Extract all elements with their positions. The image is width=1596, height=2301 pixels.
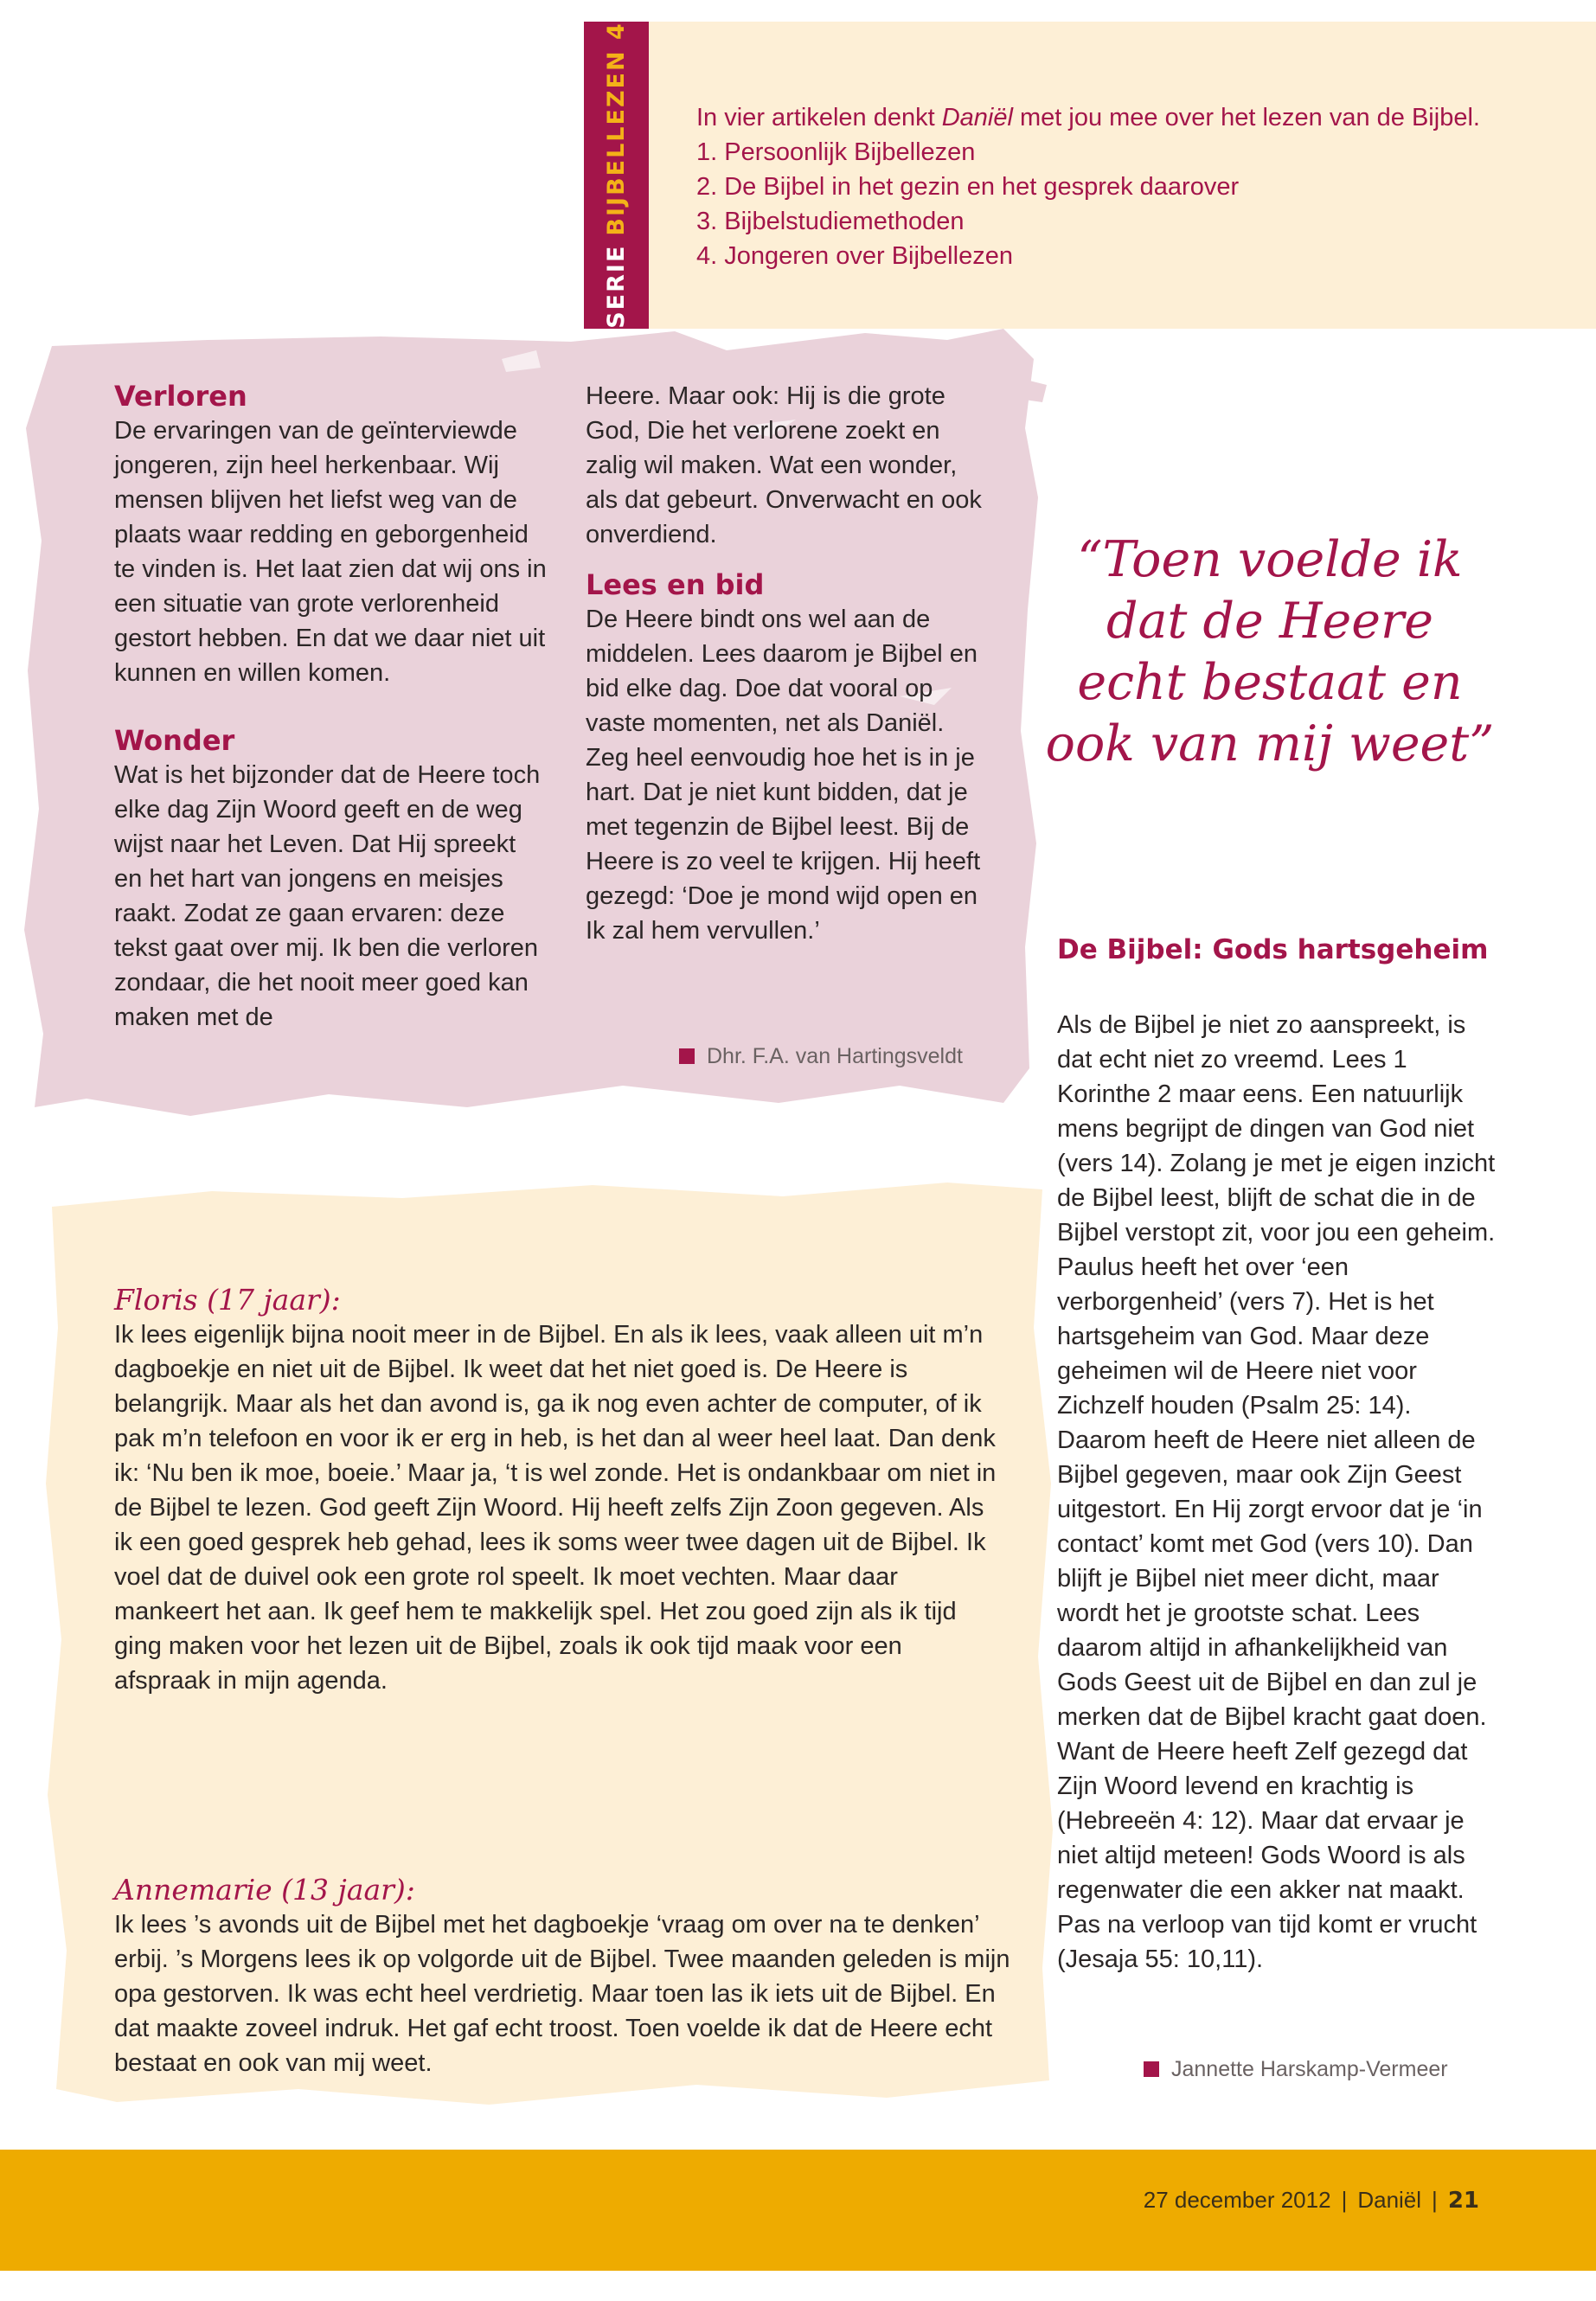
continued-text: Heere. Maar ook: Hij is die grote God, Die het verlorene zoekt en zalig wil maken. Wat een wonder, als dat gebeurt. Onverwacht en ook onverdiend.	[586, 382, 982, 548]
verloren-text: De ervaringen van de geïnterviewde jongeren, zijn heel herkenbaar. Wij mensen blijven het liefst weg van de plaats waar redding en geborgenheid te vinden is. Het laat zien dat wij ons in een situatie van grote verlorenheid gestort hebben. En dat we daar niet uit kunnen en willen komen.	[114, 417, 547, 687]
heading-lees-en-bid: Lees en bid	[586, 568, 765, 601]
page-number: 21	[1447, 2188, 1479, 2214]
series-item: 2. De Bijbel in het gezin en het gesprek daarover	[696, 173, 1240, 201]
interview-annemarie-name: Annemarie (13 jaar):	[114, 1873, 415, 1907]
byline-square-icon	[1144, 2061, 1159, 2077]
series-intro-magazine: Daniël	[941, 104, 1013, 131]
interview-floris-text: Ik lees eigenlijk bijna nooit meer in de Bijbel. En als ik lees, vaak alleen uit m’n dagboekje en niet uit de Bijbel. Ik weet dat het niet goed is. De Heere is belangrijk. Maar als het dan avond is, ga ik nog even achter de computer, of ik pak m’n telefoon en voor ik er erg in heb, is het dan al weer heel laat. Dan denk ik: ‘Nu ben ik moe, boeie.’ Maar ja, ‘t is wel zonde. Het is ondankbaar om niet in de Bijbel te lezen. God geeft Zijn Woord. Hij heeft zelfs Zijn Zoon gegeven. Als ik een goed gesprek heb gehad, lees ik soms weer twee dagen uit de Bijbel. Ik voel dat de duivel ook een grote rol speelt. Ik moet vechten. Maar daar mankeert het aan. Ik geef hem te makkelijk spel. Het zou goed zijn als ik tijd ging maken voor het lezen uit de Bijbel, zoals ik ook tijd maak voor een afspraak in mijn agenda.	[114, 1321, 997, 1695]
footer-separator: |	[1341, 2187, 1348, 2213]
series-label-plain: SERIE	[603, 244, 630, 329]
interview-floris-name: Floris (17 jaar):	[114, 1283, 341, 1317]
sidebar-text: Als de Bijbel je niet zo aanspreekt, is dat echt niet zo vreemd. Lees 1 Korinthe 2 maar eens. Een natuurlijk mens begrijpt de dingen van God niet (vers 14). Zolang je met je eigen inzicht de Bijbel leest, blijft de schat die in de Bijbel verstopt zit, voor jou een geheim. Paulus heeft het over ‘een verborgenheid’ (vers 7). Het is het hartsgeheim van God. Maar deze geheimen wil de Heere niet voor Zichzelf houden (Psalm 25: 14). Daarom heeft de Heere niet alleen de Bijbel gegeven, maar ook Zijn Geest uitgestort. En Hij zorgt ervoor dat je ‘in contact’ komt met God (vers 10). Dan blijft je Bijbel niet meer dicht, maar wordt het je grootste schat. Lees daarom altijd in afhankelijkheid van Gods Geest uit de Bijbel en dan zul je merken dat de Bijbel kracht gaat doen. Want de Heere heeft Zelf gezegd dat Zijn Woord levend en krachtig is (Hebreeën 4: 12). Maar dat ervaar je niet altijd meteen! Gods Woord is als regenwater die een akker nat maakt. Pas na verloop van tijd komt er vrucht (Jesaja 55: 10,11).	[1057, 1011, 1496, 1973]
series-item: 1. Persoonlijk Bijbellezen	[696, 138, 976, 166]
sidebar-byline	[1144, 2057, 1448, 2082]
article-column-1	[114, 379, 547, 1035]
series-item: 4. Jongeren over Bijbellezen	[696, 242, 1013, 270]
series-intro-before: In vier artikelen denkt	[696, 104, 942, 131]
series-intro	[696, 100, 1561, 273]
interview-annemarie-text: Ik lees ’s avonds uit de Bijbel met het dagboekje ‘vraag om over na te denken’ erbij. ’s Morgens lees ik op volgorde uit de Bijbel. Twee maanden geleden is mijn opa gestorven. Ik was echt heel verdrietig. Maar toen las ik iets uit de Bijbel. En dat maakte zoveel indruk. Het gaf echt troost. Toen voelde ik dat de Heere echt bestaat en ook van mij weet.	[114, 1911, 1010, 2077]
wonder-text: Wat is het bijzonder dat de Heere toch elke dag Zijn Woord geeft en de weg wijst naar het Leven. Dat Hij spreekt en het hart van jongens en meisjes raakt. Zodat ze gaan ervaren: deze tekst gaat over mij. Ik ben die verloren zondaar, die het nooit meer goed kan maken met de	[114, 761, 541, 1031]
lees-text: De Heere bindt ons wel aan de middelen. Lees daarom je Bijbel en bid elke dag. Doe dat vooral op vaste momenten, net als Daniël. Zeg heel eenvoudig hoe het is in je hart. Dat je niet kunt bidden, dat je met tegenzin de Bijbel leest. Bij de Heere is zo veel te krijgen. Hij heeft gezegd: ‘Doe je mond wijd open en Ik zal hem vervullen.’	[586, 606, 981, 945]
heading-verloren: Verloren	[114, 380, 247, 413]
interview-floris	[114, 1283, 997, 1698]
byline-square-icon	[679, 1048, 695, 1064]
series-item: 3. Bijbelstudiemethoden	[696, 208, 965, 235]
pull-quote: “Toen voelde ik dat de Heere echt bestaat en ook van mij weet”	[1045, 531, 1495, 772]
sidebar-title: De Bijbel: Gods hartsgeheim	[1057, 934, 1489, 965]
interview-annemarie	[114, 1873, 1014, 2080]
series-label-highlight: BIJBELLEZEN 4	[603, 22, 630, 236]
series-tab	[584, 22, 649, 329]
footer-separator: |	[1432, 2187, 1438, 2213]
footer-date: 27 december 2012	[1143, 2187, 1331, 2213]
footer-info	[1144, 2187, 1479, 2214]
article-byline-name: Dhr. F.A. van Hartingsveldt	[707, 1044, 963, 1068]
footer-magazine: Daniël	[1357, 2187, 1422, 2213]
sidebar-byline-name: Jannette Harskamp-Vermeer	[1171, 2057, 1448, 2081]
article-column-2	[586, 379, 992, 948]
series-intro-after: met jou mee over het lezen van de Bijbel.	[1012, 104, 1480, 131]
article-byline	[679, 1044, 963, 1069]
heading-wonder: Wonder	[114, 724, 235, 757]
series-label	[584, 22, 649, 329]
